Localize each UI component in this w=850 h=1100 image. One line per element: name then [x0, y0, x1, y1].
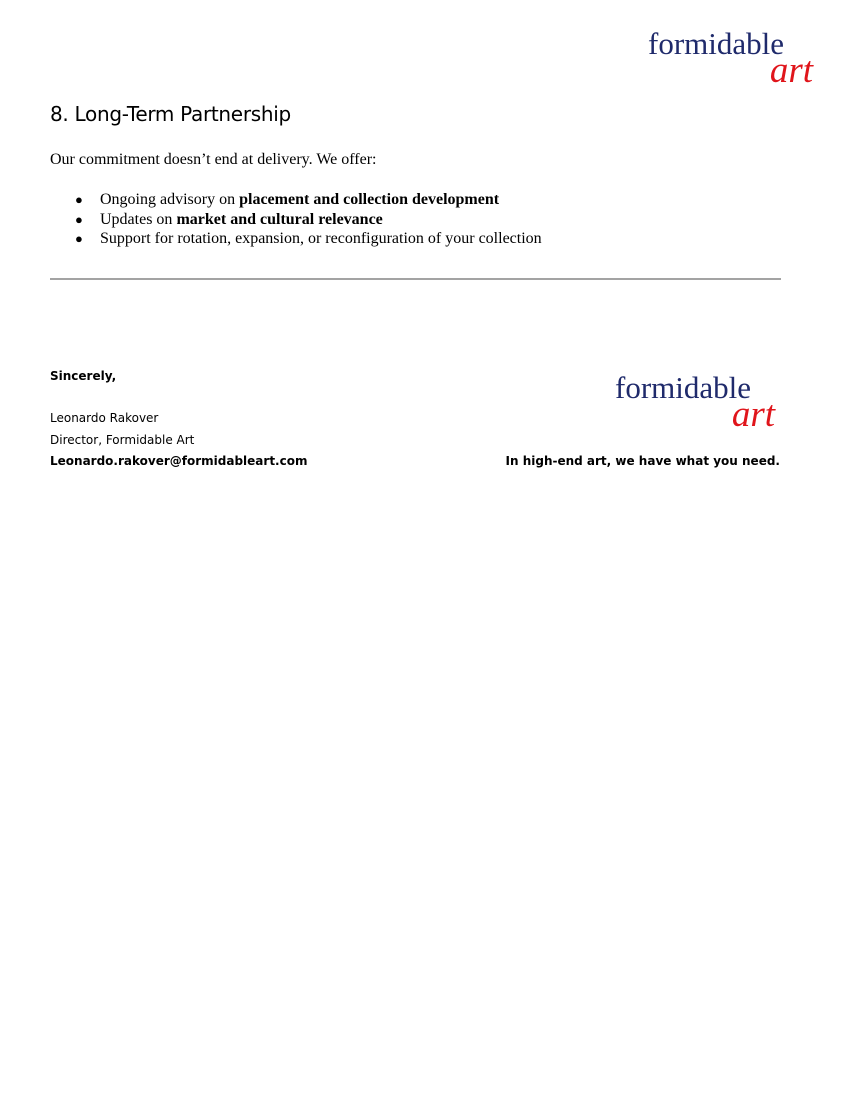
bullet-icon: ● [75, 211, 83, 227]
list-item-text: Ongoing advisory on [100, 191, 240, 208]
list-item-text: Support for rotation, expansion, or reconfiguration of your collection [100, 230, 542, 247]
signature-logo [615, 372, 775, 433]
horizontal-divider [50, 278, 781, 280]
list-item [50, 229, 542, 249]
signer-title: Director, Formidable Art [50, 433, 195, 447]
logo-word-art: art [769, 50, 813, 91]
signer-name: Leonardo Rakover [50, 411, 159, 425]
list-item-bold-text: placement and collection development [239, 191, 500, 208]
intro-paragraph: Our commitment doesn’t end at delivery. We offer: [50, 151, 377, 168]
offer-list [50, 190, 542, 249]
logo-word-art: art [731, 394, 775, 435]
bullet-icon: ● [75, 231, 83, 246]
bullet-icon: ● [75, 192, 83, 207]
tagline: In high-end art, we have what you need. [505, 454, 780, 468]
list-item [50, 190, 542, 210]
closing-salutation: Sincerely, [50, 369, 117, 383]
signer-email: Leonardo.rakover@formidableart.com [50, 454, 308, 468]
list-item-bold-text: market and cultural relevance [176, 210, 383, 228]
section-heading: 8. Long-Term Partnership [50, 102, 291, 126]
header-logo [648, 28, 813, 89]
logo-word-formidable: formidable [648, 26, 785, 61]
logo-word-formidable: formidable [615, 370, 752, 405]
list-item-text: Updates on [100, 210, 177, 228]
list-item [50, 210, 542, 230]
